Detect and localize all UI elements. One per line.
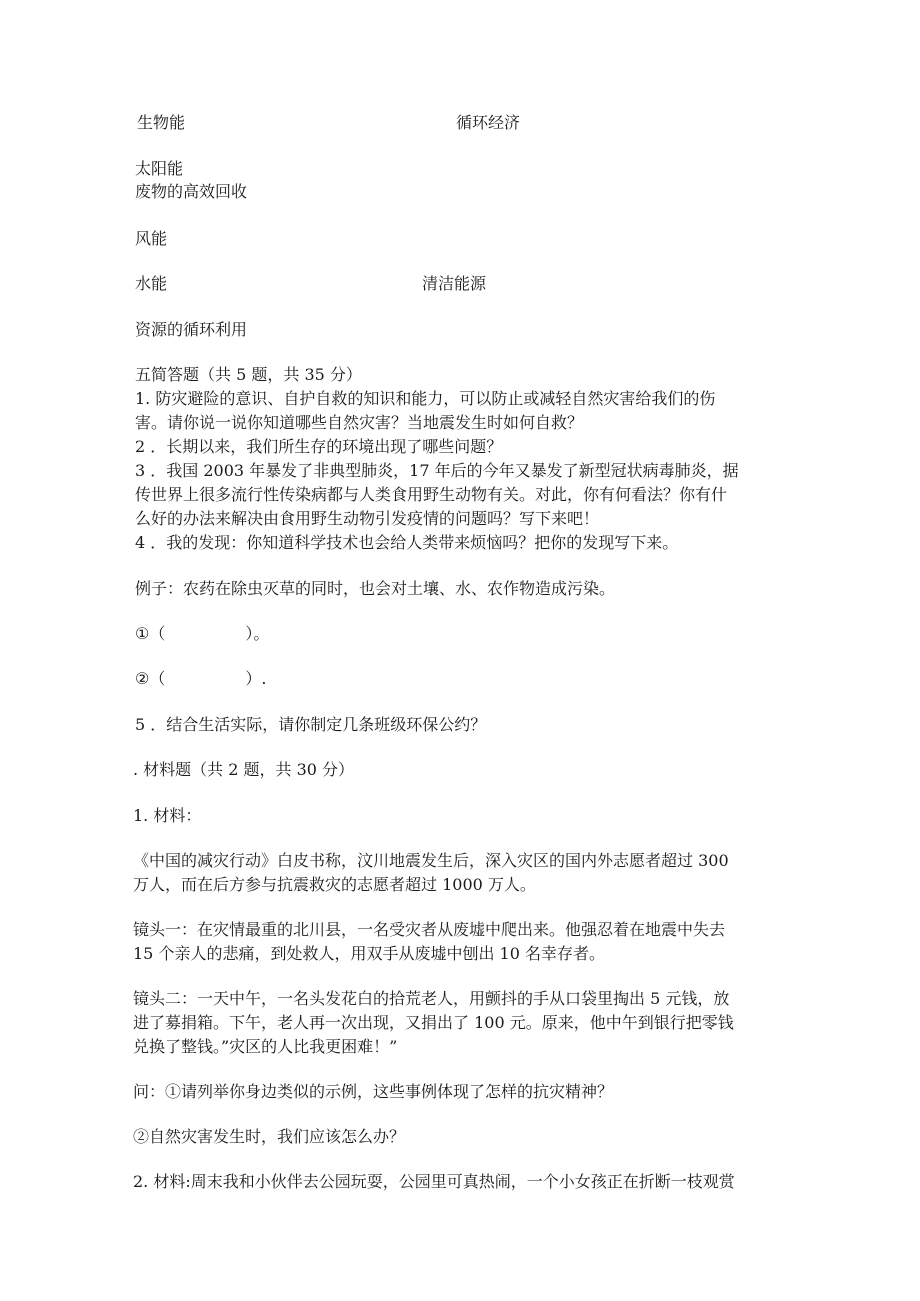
question-4: 4 ．我的发现：你知道科学技术也会给人类带来烦恼吗？把你的发现写下来。 bbox=[135, 533, 679, 552]
material-1-p3-line3: 兑换了整钱。”灾区的人比我更困难！” bbox=[133, 1037, 398, 1056]
material-1-question-2: ②自然灾害发生时，我们应该怎么办？ bbox=[133, 1127, 406, 1146]
match-right-2: 废物的高效回收 bbox=[135, 182, 248, 201]
material-1-p2-line1: 镜头一：在灾情最重的北川县，一名受灾者从废墟中爬出来。他强忍着在地震中失去 bbox=[133, 920, 726, 939]
match-right-4: 资源的循环利用 bbox=[135, 320, 248, 339]
match-left-1: 生物能 bbox=[137, 113, 186, 132]
match-left-4: 水能 bbox=[135, 274, 168, 293]
match-right-3: 清洁能源 bbox=[422, 274, 487, 293]
match-right-1: 循环经济 bbox=[456, 113, 521, 132]
material-1-p2-line2: 15 个亲人的悲痛，到处救人，用双手从废墟中刨出 10 名幸存者。 bbox=[133, 944, 605, 963]
material-2-line1: 2. 材料:周末我和小伙伴去公园玩耍，公园里可真热闹，一个小女孩正在折断一枝观赏 bbox=[133, 1172, 735, 1191]
material-1-p1-line2: 万人，而在后方参与抗震救灾的志愿者超过 1000 万人。 bbox=[133, 875, 536, 894]
section-heading: . 材料题（共 2 题，共 30 分） bbox=[133, 760, 355, 779]
question-2: 2 ．长期以来，我们所生存的环境出现了哪些问题？ bbox=[135, 437, 503, 456]
match-left-3: 风能 bbox=[135, 229, 168, 248]
material-1-p3-line1: 镜头二：一天中午，一名头发花白的拾荒老人，用颤抖的手从口袋里掏出 5 元钱，放 bbox=[133, 989, 730, 1008]
question-1-line2: 害。请你说一说你知道哪些自然灾害？当地震发生时如何自救？ bbox=[135, 413, 584, 432]
question-1-line1: 1. 防灾避险的意识、自护自救的知识和能力，可以防止或减轻自然灾害给我们的伤 bbox=[135, 389, 716, 408]
section-heading: 五简答题（共 5 题，共 35 分） bbox=[135, 365, 362, 384]
answer-blank-1: ①（ ）。 bbox=[135, 624, 270, 643]
match-left-2: 太阳能 bbox=[135, 159, 184, 178]
answer-blank-2: ②（ ）. bbox=[135, 669, 267, 688]
example-text: 例子：农药在除虫灭草的同时，也会对土壤、水、农作物造成污染。 bbox=[135, 579, 616, 598]
material-1-p1-line1: 《中国的减灾行动》白皮书称，汶川地震发生后，深入灾区的国内外志愿者超过 300 bbox=[133, 851, 729, 870]
question-3-line3: 么好的办法来解决由食用野生动物引发疫情的问题吗？写下来吧！ bbox=[135, 509, 600, 528]
question-5: 5 ．结合生活实际，请你制定几条班级环保公约？ bbox=[135, 715, 487, 734]
question-3-line2: 传世界上很多流行性传染病都与人类食用野生动物有关。对此，你有何看法？你有什 bbox=[135, 485, 728, 504]
material-1-p3-line2: 进了募捐箱。下午，老人再一次出现，又捐出了 100 元。原来，他中午到银行把零钱 bbox=[133, 1013, 734, 1032]
material-1-question-1: 问：①请列举你身边类似的示例，这些事例体现了怎样的抗灾精神？ bbox=[133, 1082, 614, 1101]
material-1-title: 1. 材料： bbox=[133, 806, 202, 825]
question-3-line1: 3 ．我国 2003 年暴发了非典型肺炎，17 年后的今年又暴发了新型冠状病毒肺炎，据 bbox=[135, 461, 739, 480]
